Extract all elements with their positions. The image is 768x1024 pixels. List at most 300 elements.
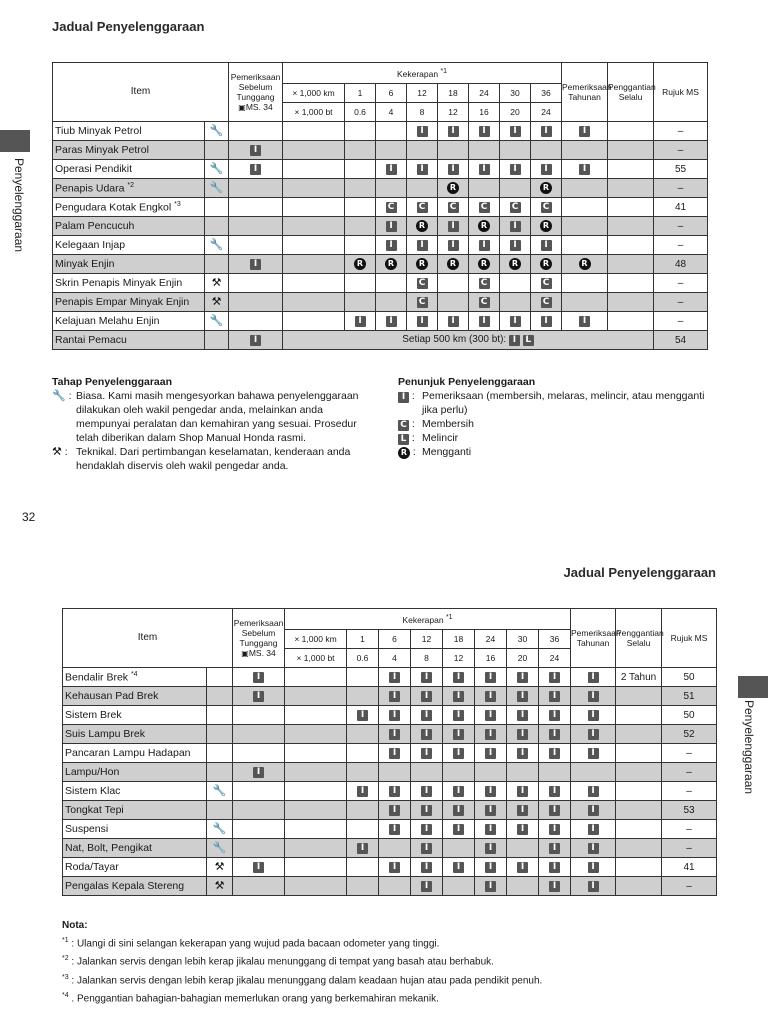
item-tool [205,160,229,179]
table-row [53,217,708,236]
header-mi-value: 0.6 [345,103,376,122]
item-interval-cell [411,744,443,763]
item-interval-cell [469,255,500,274]
item-ref: – [654,312,708,331]
item-interval-cell [539,877,571,896]
inspect-icon: I [549,786,560,797]
chain-interval-text: Setiap 500 km (300 bt): [402,334,507,345]
inspect-icon: I [421,862,432,873]
item-interval-cell [500,160,531,179]
item-interval-cell [443,763,475,782]
item-name [53,160,205,179]
item-interval-cell [407,179,438,198]
note-text: . Penggantian bahagian-bahagian memerlukan orang yang berkemahiran mekanik. [71,993,439,1005]
item-interval-cell [531,293,562,312]
item-pre-ride [229,312,283,331]
item-tool [207,725,233,744]
clean-icon: C [386,202,397,213]
inspect-icon: I [485,881,496,892]
item-pre-ride [233,725,285,744]
inspect-icon: I [485,824,496,835]
header-pre-ride-ref [233,648,284,659]
book-icon: ▣ [241,648,249,658]
item-unit-blank [285,877,347,896]
clean-icon: C [448,202,459,213]
table-row [63,801,717,820]
item-interval-cell [443,706,475,725]
item-interval-cell [469,217,500,236]
item-interval-cell [531,312,562,331]
item-annual [562,255,608,274]
header-regular-line: Penggantian [608,82,656,92]
item-interval-cell [347,706,379,725]
header-frequency-label: Kekerapan [402,614,444,625]
item-interval-cell [345,312,376,331]
header-mi-value: 20 [507,649,539,668]
item-interval-cell [345,236,376,255]
header-pre-ride-line: Sebelum [241,627,276,638]
table-row [53,312,708,331]
item-name: Rantai Pemacu [53,331,205,350]
inspect-icon: I [357,786,368,797]
header-regular [616,609,662,668]
header-pre-ride-ref [229,102,282,113]
table-row [53,160,708,179]
side-tab-marker [738,676,768,698]
item-interval-cell [438,141,469,160]
item-interval-cell [539,725,571,744]
item-interval-cell [507,820,539,839]
wrench-icon: 🔧 [212,784,227,797]
item-pre-ride [233,687,285,706]
table-row [53,331,708,350]
item-ref: 50 [662,706,717,725]
item-interval-cell [347,801,379,820]
wrench-icon: 🔧 [212,841,227,854]
item-tool [207,877,233,896]
item-interval-cell [475,706,507,725]
item-annual [571,820,616,839]
table-row [53,198,708,217]
inspect-icon: I [549,691,560,702]
header-frequency-label: Kekerapan [396,68,439,79]
item-annual [562,198,608,217]
replace-icon: R [509,258,521,270]
item-unit-blank [285,858,347,877]
item-name [63,801,207,820]
technical-tools-icon: ⚒ [211,276,222,289]
item-interval-cell [376,236,407,255]
inspect-icon: I [588,862,599,873]
item-tool [207,668,233,687]
replace-icon: R [447,258,459,270]
legend-heading: Penunjuk Penyelenggaraan [398,376,536,388]
note-text: : Ulangi di sini selangan kekerapan yang wujud pada bacaan odometer yang tinggi. [71,938,440,950]
header-km-value: 6 [379,630,411,649]
inspect-icon: I [253,862,264,873]
item-ref: – [662,763,717,782]
item-name [63,782,207,801]
replace-icon: R [416,220,428,232]
header-annual-line: Pemeriksaan [571,628,621,638]
inspect-icon: I [588,824,599,835]
item-pre-ride [229,122,283,141]
inspect-icon: I [549,729,560,740]
item-regular [608,293,654,312]
item-regular: 2 Tahun [616,668,662,687]
inspect-icon: I [549,672,560,683]
side-tab-marker [0,130,30,152]
item-unit-blank [283,160,345,179]
inspect-icon: I [510,240,521,251]
item-regular [616,725,662,744]
item-interval-cell [443,744,475,763]
item-annual [562,274,608,293]
item-interval-cell [345,141,376,160]
header-mi-value: 8 [407,103,438,122]
item-name-text: Suis Lampu Brek [65,728,145,740]
clean-icon: C [398,420,409,431]
item-interval-cell [438,293,469,312]
item-name-text: Penapis Udara [55,182,125,195]
header-km-value: 12 [407,84,438,103]
header-frequency-note: *1 [445,614,453,622]
item-interval-cell [407,217,438,236]
inspect-icon: I [389,729,400,740]
legend-technical: Teknikal. Dari pertimbangan keselamatan, kenderaan anda hendaklah diservis oleh wakil pengedar anda. [76,446,351,472]
inspect-icon: I [386,221,397,232]
item-annual [571,687,616,706]
item-annual [571,725,616,744]
item-ref: 52 [662,725,717,744]
item-unit-blank [283,217,345,236]
item-tool [205,217,229,236]
item-pre-ride [233,668,285,687]
inspect-icon: I [485,672,496,683]
item-pre-ride [233,763,285,782]
item-regular [616,744,662,763]
item-unit-blank [285,687,347,706]
item-name [63,839,207,858]
item-interval-cell [379,725,411,744]
page-number: 32 [22,510,36,524]
item-name [63,706,207,725]
page-title-2: Jadual Penyelenggaraan [563,565,716,580]
replace-icon: R [398,447,410,459]
item-interval-cell [438,255,469,274]
header-pre-ride-line: Tunggang [236,91,275,102]
item-interval-cell [469,160,500,179]
item-interval-cell [469,179,500,198]
inspect-icon: I [588,729,599,740]
item-tool [207,744,233,763]
technical-tools-icon: ⚒ [211,295,222,308]
table-row [53,236,708,255]
item-name [63,820,207,839]
book-icon: ▣ [238,102,246,112]
replace-icon: R [540,258,552,270]
inspect-icon: I [588,881,599,892]
inspect-icon: I [421,805,432,816]
item-interval-cell [531,217,562,236]
item-interval-cell [438,217,469,236]
item-interval-cell [376,255,407,274]
item-interval-cell [539,820,571,839]
header-km-value: 30 [500,84,531,103]
item-unit-blank [283,274,345,293]
inspect-icon: I [389,862,400,873]
item-interval-cell [407,141,438,160]
item-interval-cell [438,198,469,217]
item-interval-cell [407,122,438,141]
item-name [53,236,205,255]
item-unit-blank [283,122,345,141]
header-regular-line: Selalu [618,92,643,102]
item-regular [616,820,662,839]
item-ref: – [654,179,708,198]
inspect-icon: I [517,691,528,702]
header-mi-value: 24 [539,649,571,668]
item-regular [608,141,654,160]
item-annual [571,839,616,858]
item-interval-cell [347,839,379,858]
item-interval-cell [507,744,539,763]
item-tool [205,274,229,293]
table-row [53,122,708,141]
clean-icon: C [479,202,490,213]
inspect-icon: I [421,691,432,702]
note-line [62,951,742,969]
header-pre-ride [233,609,285,668]
technical-tools-icon: ⚒ [214,879,225,892]
inspect-icon: I [517,862,528,873]
item-interval-cell [469,141,500,160]
item-interval-cell [347,820,379,839]
inspect-icon: I [386,316,397,327]
item-name [53,122,205,141]
item-interval-cell [347,877,379,896]
item-interval-cell [469,274,500,293]
item-name [53,293,205,312]
item-interval-cell [531,198,562,217]
note-line [62,933,742,951]
item-unit-blank [283,179,345,198]
item-tool [205,255,229,274]
inspect-icon: I [517,748,528,759]
item-interval-cell [438,274,469,293]
inspect-icon: I [421,881,432,892]
item-interval-cell [379,706,411,725]
item-interval-cell [379,782,411,801]
maintenance-levels-legend: Tahap Penyelenggaraan 🔧 : Biasa. Kami masih mengesyorkan bahawa penyelenggaraan dilakukan oleh wakil pengedar anda, melainkan anda mempunyai peralatan dan kemahiran yang sesuai. Prosedur telah diberikan dalam Shop Manual Honda rasmi. ⚒ : Teknikal. Dari pertimbangan keselamatan, kenderaan anda hendaklah diservis oleh wakil pengedar anda. [52,375,362,473]
legend-basic: Biasa. Kami masih mengesyorkan bahawa penyelenggaraan dilakukan oleh wakil pengedar anda, melainkan anda mempunyai peralatan dan kemahiran yang sesuai. Prosedur telah diberikan dalam Shop Manual Honda rasmi. [76,390,359,444]
item-interval-cell [345,122,376,141]
item-annual [571,782,616,801]
item-interval-cell [443,858,475,877]
item-ref: – [662,782,717,801]
inspect-icon: I [453,748,464,759]
item-interval-cell [475,744,507,763]
item-name [53,198,205,217]
item-interval-cell [411,763,443,782]
inspect-icon: I [588,786,599,797]
item-interval-cell [469,122,500,141]
item-pre-ride [229,293,283,312]
clean-icon: C [417,202,428,213]
item-regular [616,801,662,820]
page-title-1: Jadual Penyelenggaraan [52,19,205,34]
header-annual-line: Tahunan [576,638,610,648]
header-row [63,609,717,630]
item-interval-cell [443,839,475,858]
inspect-icon: I [510,164,521,175]
item-pre-ride [233,782,285,801]
header-unit-km: × 1,000 km [283,84,345,103]
item-interval-cell [469,198,500,217]
inspect-icon: I [485,729,496,740]
replace-icon: R [579,258,591,270]
item-pre-ride [229,236,283,255]
item-interval-cell [469,236,500,255]
item-interval-cell [347,858,379,877]
inspect-icon: I [250,335,261,346]
item-unit-blank [285,725,347,744]
header-km-value: 18 [438,84,469,103]
header-mi-value: 8 [411,649,443,668]
inspect-icon: I [485,710,496,721]
item-regular [608,217,654,236]
inspect-icon: I [588,691,599,702]
item-regular [616,877,662,896]
item-annual [562,236,608,255]
item-interval-cell [376,198,407,217]
item-interval-cell [500,274,531,293]
technical-tools-icon: ⚒ [52,445,62,458]
item-interval-cell [407,160,438,179]
item-interval-cell [411,668,443,687]
inspect-icon: I [549,805,560,816]
item-interval-cell [407,293,438,312]
inspect-icon: I [398,392,409,403]
item-interval-cell [475,858,507,877]
chain-interval [283,331,654,350]
item-name-text: Pengudara Kotak Engkol [55,201,172,214]
item-annual [571,744,616,763]
inspect-icon: I [485,843,496,854]
inspect-icon: I [517,824,528,835]
item-pre-ride [233,744,285,763]
header-regular-line: Selalu [626,638,651,648]
item-interval-cell [539,839,571,858]
item-pre-ride [233,839,285,858]
inspect-icon: I [517,805,528,816]
item-pre-ride [229,179,283,198]
note-mark: *1 [62,937,69,944]
header-km-value: 24 [469,84,500,103]
item-interval-cell [345,217,376,236]
item-interval-cell [443,877,475,896]
item-tool [207,839,233,858]
item-ref: – [654,141,708,160]
item-regular [608,236,654,255]
item-interval-cell [531,160,562,179]
item-name [53,141,205,160]
item-interval-cell [500,122,531,141]
legend-clean: Membersih [422,418,474,430]
inspect-icon: I [389,710,400,721]
inspect-icon: I [588,843,599,854]
item-regular [616,839,662,858]
item-interval-cell [539,763,571,782]
item-regular [608,160,654,179]
item-unit-blank [283,141,345,160]
item-name-text: Penapis Empar Minyak Enjin [55,296,190,308]
inspect-icon: I [250,145,261,156]
inspect-icon: I [421,672,432,683]
side-section-label: Penyelenggaraan [12,157,27,253]
item-annual [571,877,616,896]
item-annual [571,858,616,877]
item-interval-cell [407,255,438,274]
header-frequency-note: *1 [440,68,448,76]
table-row [63,668,717,687]
item-annual [562,160,608,179]
legend-inspect: Pemeriksaan (membersih, melaras, melincir, atau mengganti jika perlu) [422,390,705,416]
item-interval-cell [507,706,539,725]
item-pre-ride [233,858,285,877]
header-km-value: 1 [347,630,379,649]
item-pre-ride [233,820,285,839]
header-km-value: 30 [507,630,539,649]
replace-icon: R [447,182,459,194]
note-text: : Jalankan servis dengan lebih kerap jikalau menunggang dalam keadaan hujan atau pada pendikit penuh. [71,974,543,986]
clean-icon: C [479,297,490,308]
inspect-icon: I [421,786,432,797]
item-interval-cell [507,839,539,858]
inspect-icon: I [389,805,400,816]
inspect-icon: I [549,748,560,759]
item-interval-cell [347,763,379,782]
inspect-icon: I [417,126,428,137]
header-km-value: 36 [531,84,562,103]
clean-icon: C [541,202,552,213]
item-interval-cell [507,858,539,877]
item-interval-cell [379,668,411,687]
item-interval-cell [443,782,475,801]
inspect-icon: I [389,672,400,683]
item-tool [207,782,233,801]
item-interval-cell [411,687,443,706]
item-note: *4 [130,670,138,678]
wrench-icon: 🔧 [209,162,224,175]
inspect-icon: I [479,164,490,175]
item-interval-cell [500,179,531,198]
header-annual [562,63,612,122]
item-annual [562,312,608,331]
item-interval-cell [376,160,407,179]
inspect-icon: I [479,126,490,137]
header-mi-value: 16 [475,649,507,668]
replace-icon: R [478,258,490,270]
header-pre-ride-line: Sebelum [238,81,273,92]
clean-icon: C [417,297,428,308]
item-note: *3 [174,200,181,208]
header-regular [608,63,654,122]
item-interval-cell [443,687,475,706]
clean-icon: C [510,202,521,213]
item-name [53,217,205,236]
item-unit-blank [285,706,347,725]
